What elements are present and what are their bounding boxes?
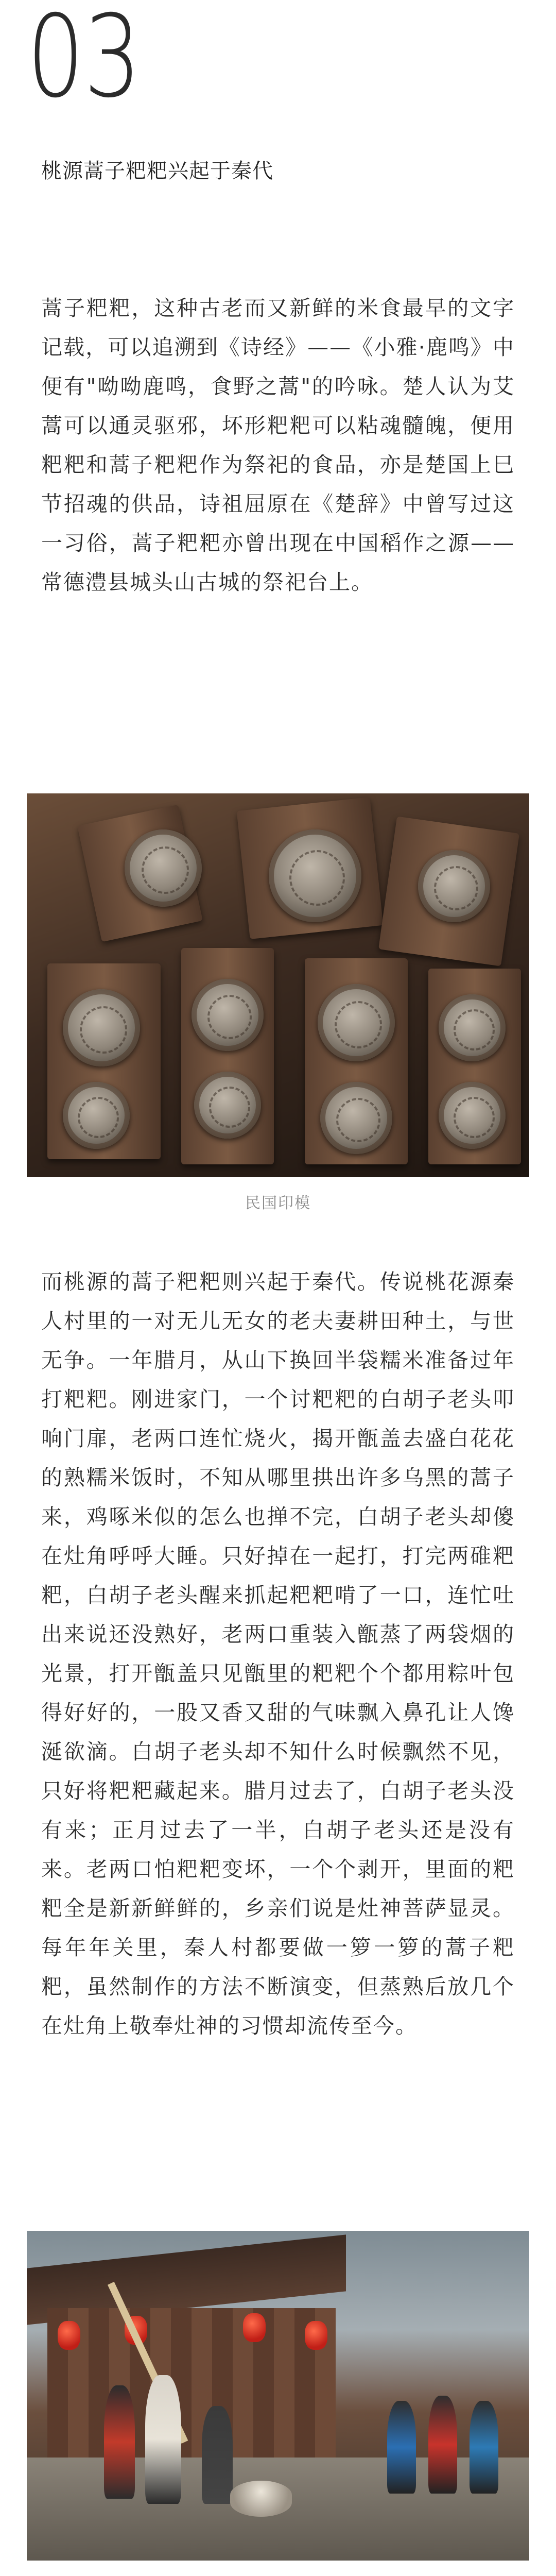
section-number: 03 [27,0,141,123]
caption-molds: 民国印模 [245,1194,311,1212]
paragraph-legend: 而桃源的蒿子粑粑则兴起于秦代。传说桃花源秦人村里的一对无儿无女的老夫妻耕田种土，与世无争。一年腊月，从山下换回半袋糯米准备过年打粑粑。刚进家门，一个讨粑粑的白胡子老头叩响门扉，老两口连忙烧火，揭开甑盖去盛白花花的熟糯米饭时，不知从哪里拱出许多乌黑的蒿子来，鸡啄米似的怎么也掸不完，白胡子老头却傻在灶角呼呼大睡。只好掉在一起打，打完两碓粑粑，白胡子老头醒来抓起粑粑啃了一口，连忙吐出来说还没熟好，老两口重装入甑蒸了两袋烟的光景，打开甑盖只见甑里的粑粑个个都用粽叶包得好好的，一股又香又甜的气味飘入鼻孔让人馋涎欲滴。白胡子老头却不知什么时候飘然不见，只好将粑粑藏起来。腊月过去了，白胡子老头没有来；正月过去了一半，白胡子老头还是没有来。老两口怕粑粑变坏，一个个剥开，里面的粑粑全是新新鲜鲜的，乡亲们说是灶神菩萨显灵。每年年关里，秦人村都要做一箩一箩的蒿子粑粑，虽然制作的方法不断演变，但蒸熟后放几个在灶角上敬奉灶神的习惯却流传至今。 [41,1269,515,2038]
photo-wooden-molds [27,793,529,1177]
section-title: 桃源蒿子粑粑兴起于秦代 [41,159,273,183]
paragraph-origin: 蒿子粑粑，这种古老而又新鲜的米食最早的文字记载，可以追溯到《诗经》——《小雅·鹿鸣》中便有"呦呦鹿鸣，食野之蒿"的吟咏。楚人认为艾蒿可以通灵驱邪，坏形粑粑可以粘魂髓魄，便用粑粑和蒿子粑粑作为祭祀的食品，亦是楚国上巳节招魂的供品，诗祖屈原在《楚辞》中曾写过这一习俗，蒿子粑粑亦曾出现在中国稻作之源——常德澧县城头山古城的祭祀台上。 [41,296,515,595]
photo-pounding-rice [27,2231,529,2561]
